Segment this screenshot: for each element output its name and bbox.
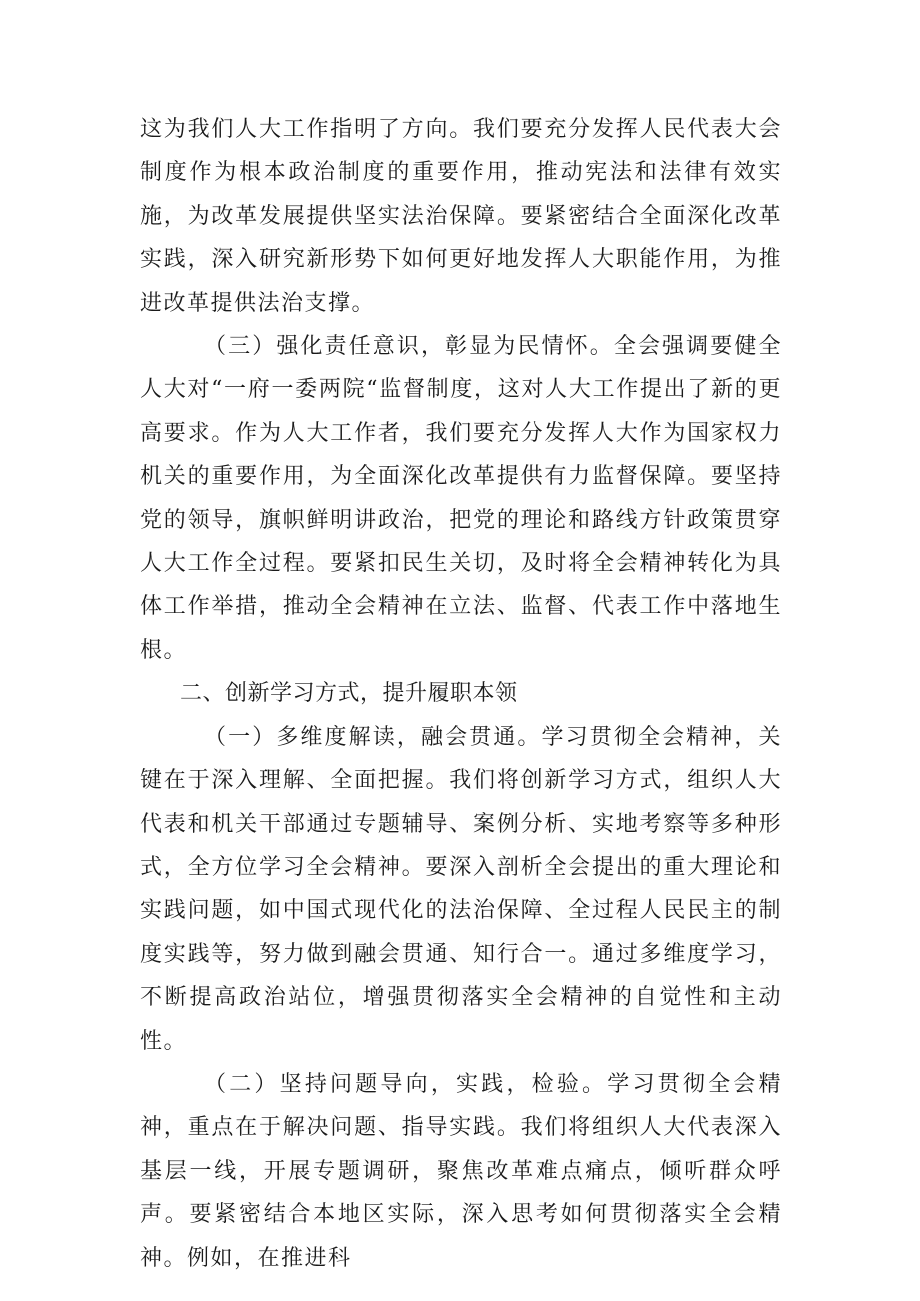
paragraph-continuation: 这为我们人大工作指明了方向。我们要充分发挥人民代表大会制度作为根本政治制度的重要作用，推动宪法和法律有效实施，为改革发展提供坚实法治保障。要紧密结合全面深化改革实践，深入研究新形势下如何更好地发挥人大职能作用，为推进改革提供法治支撑。 <box>140 117 782 316</box>
paragraph-subsection-1: （一）多维度解读，融会贯通。学习贯彻全会精神，关键在于深入理解、全面把握。我们将创新学习方式，组织人大代表和机关干部通过专题辅导、案例分析、实地考察等多种形式，全方位学习全会精神。要深入剖析全会提出的重大理论和实践问题，如中国式现代化的法治保障、全过程人民民主的制度实践等，努力做到融会贯通、知行合一。通过多维度学习，不断提高政治站位，增强贯彻落实全会精神的自觉性和主动性。 <box>140 724 782 1054</box>
document-body <box>140 108 782 1280</box>
paragraph-section-3: （三）强化责任意识，彰显为民情怀。全会强调要健全人大对“一府一委两院“监督制度，这对人大工作提出了新的更高要求。作为人大工作者，我们要充分发挥人大作为国家权力机关的重要作用，为全面深化改革提供有力监督保障。要坚持党的领导，旗帜鲜明讲政治，把党的理论和路线方针政策贯穿人大工作全过程。要紧扣民生关切，及时将全会精神转化为具体工作举措，推动全会精神在立法、监督、代表工作中落地生根。 <box>140 334 782 663</box>
section-heading-2: 二、创新学习方式，提升履职本领 <box>180 681 518 707</box>
paragraph-subsection-2: （二）坚持问题导向，实践，检验。学习贯彻全会精神，重点在于解决问题、指导实践。我们将组织人大代表深入基层一线，开展专题调研，聚焦改革难点痛点，倾听群众呼声。要紧密结合本地区实际，深入思考如何贯彻落实全会精神。例如，在推进科 <box>140 1071 782 1271</box>
